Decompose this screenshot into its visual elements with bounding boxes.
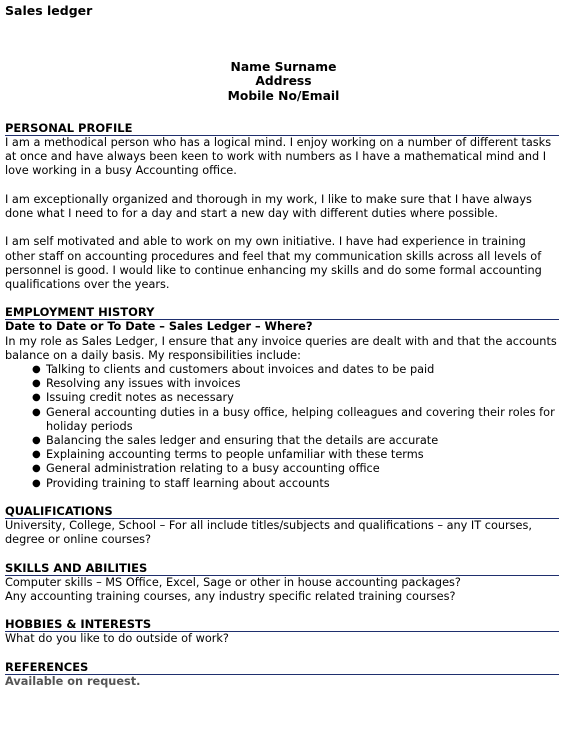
cv-header (0, 60, 567, 103)
duty-item: ● Issuing credit notes as necessary (32, 391, 234, 405)
references-text: Available on request. (5, 674, 141, 688)
candidate-address: Address (255, 74, 312, 89)
references-heading: REFERENCES (5, 661, 559, 675)
cv-body (5, 122, 559, 689)
qualifications-text: University, College, School – For all include titles/subjects and qualifications – any IT courses, degree or online courses? (5, 519, 532, 547)
hobbies-heading: HOBBIES & INTERESTS (5, 618, 559, 632)
employment-history-heading: EMPLOYMENT HISTORY (5, 306, 559, 320)
profile-paragraph: I am exceptionally organized and thorough in my work, I like to make sure that I have always done what I need to for a day and start a new day with different duties where possible. (5, 192, 532, 220)
qualifications-heading: QUALIFICATIONS (5, 505, 559, 519)
job-title: Date to Date or To Date – Sales Ledger – Where? (5, 320, 313, 334)
bullet-icon: ● (32, 392, 41, 404)
bullet-icon: ● (32, 378, 41, 390)
job-intro: In my role as Sales Ledger, I ensure that any invoice queries are dealt with and that the accounts balance on a daily basis. My responsibilities include: (5, 334, 557, 362)
skills-line: Computer skills – MS Office, Excel, Sage or other in house accounting packages? (5, 575, 461, 589)
duty-item: ● Explaining accounting terms to people unfamiliar with these terms (32, 448, 424, 462)
bullet-icon: ● (32, 435, 41, 447)
duty-item: ● General accounting duties in a busy office, helping colleagues and covering their roles for holiday periods (32, 405, 555, 433)
page-title: Sales ledger (5, 3, 93, 18)
candidate-name: Name Surname (230, 60, 337, 74)
bullet-icon: ● (32, 449, 41, 461)
duty-item: ● Resolving any issues with invoices (32, 377, 241, 391)
skills-heading: SKILLS AND ABILITIES (5, 562, 559, 576)
skills-line: Any accounting training courses, any industry specific related training courses? (5, 589, 456, 603)
bullet-icon: ● (32, 364, 41, 375)
bullet-icon: ● (32, 477, 41, 489)
candidate-contact: Mobile No/Email (227, 88, 340, 103)
duty-item: ● Providing training to staff learning about accounts (32, 476, 330, 490)
personal-profile-heading: PERSONAL PROFILE (5, 122, 559, 136)
duties-list (5, 363, 559, 491)
bullet-icon: ● (32, 463, 41, 475)
duty-item: ● Talking to clients and customers about invoices and dates to be paid (32, 363, 435, 376)
profile-paragraph: I am self motivated and able to work on my own initiative. I have had experience in training other staff on accounting procedures and feel that my communication skills across all levels of personnel is good. I would like to continue enhancing my skills and do some formal accounting qualifications over the years. (5, 235, 542, 291)
duty-item: ● Balancing the sales ledger and ensuring that the details are accurate (32, 434, 439, 448)
profile-paragraph: I am a methodical person who has a logical mind. I enjoy working on a number of different tasks at once and have always been keen to work with numbers as I have a mathematical mind and I love working in a busy Accounting office. (5, 136, 552, 178)
bullet-icon: ● (32, 406, 41, 418)
duty-item: ● General administration relating to a busy accounting office (32, 462, 380, 476)
hobbies-text: What do you like to do outside of work? (5, 632, 229, 646)
